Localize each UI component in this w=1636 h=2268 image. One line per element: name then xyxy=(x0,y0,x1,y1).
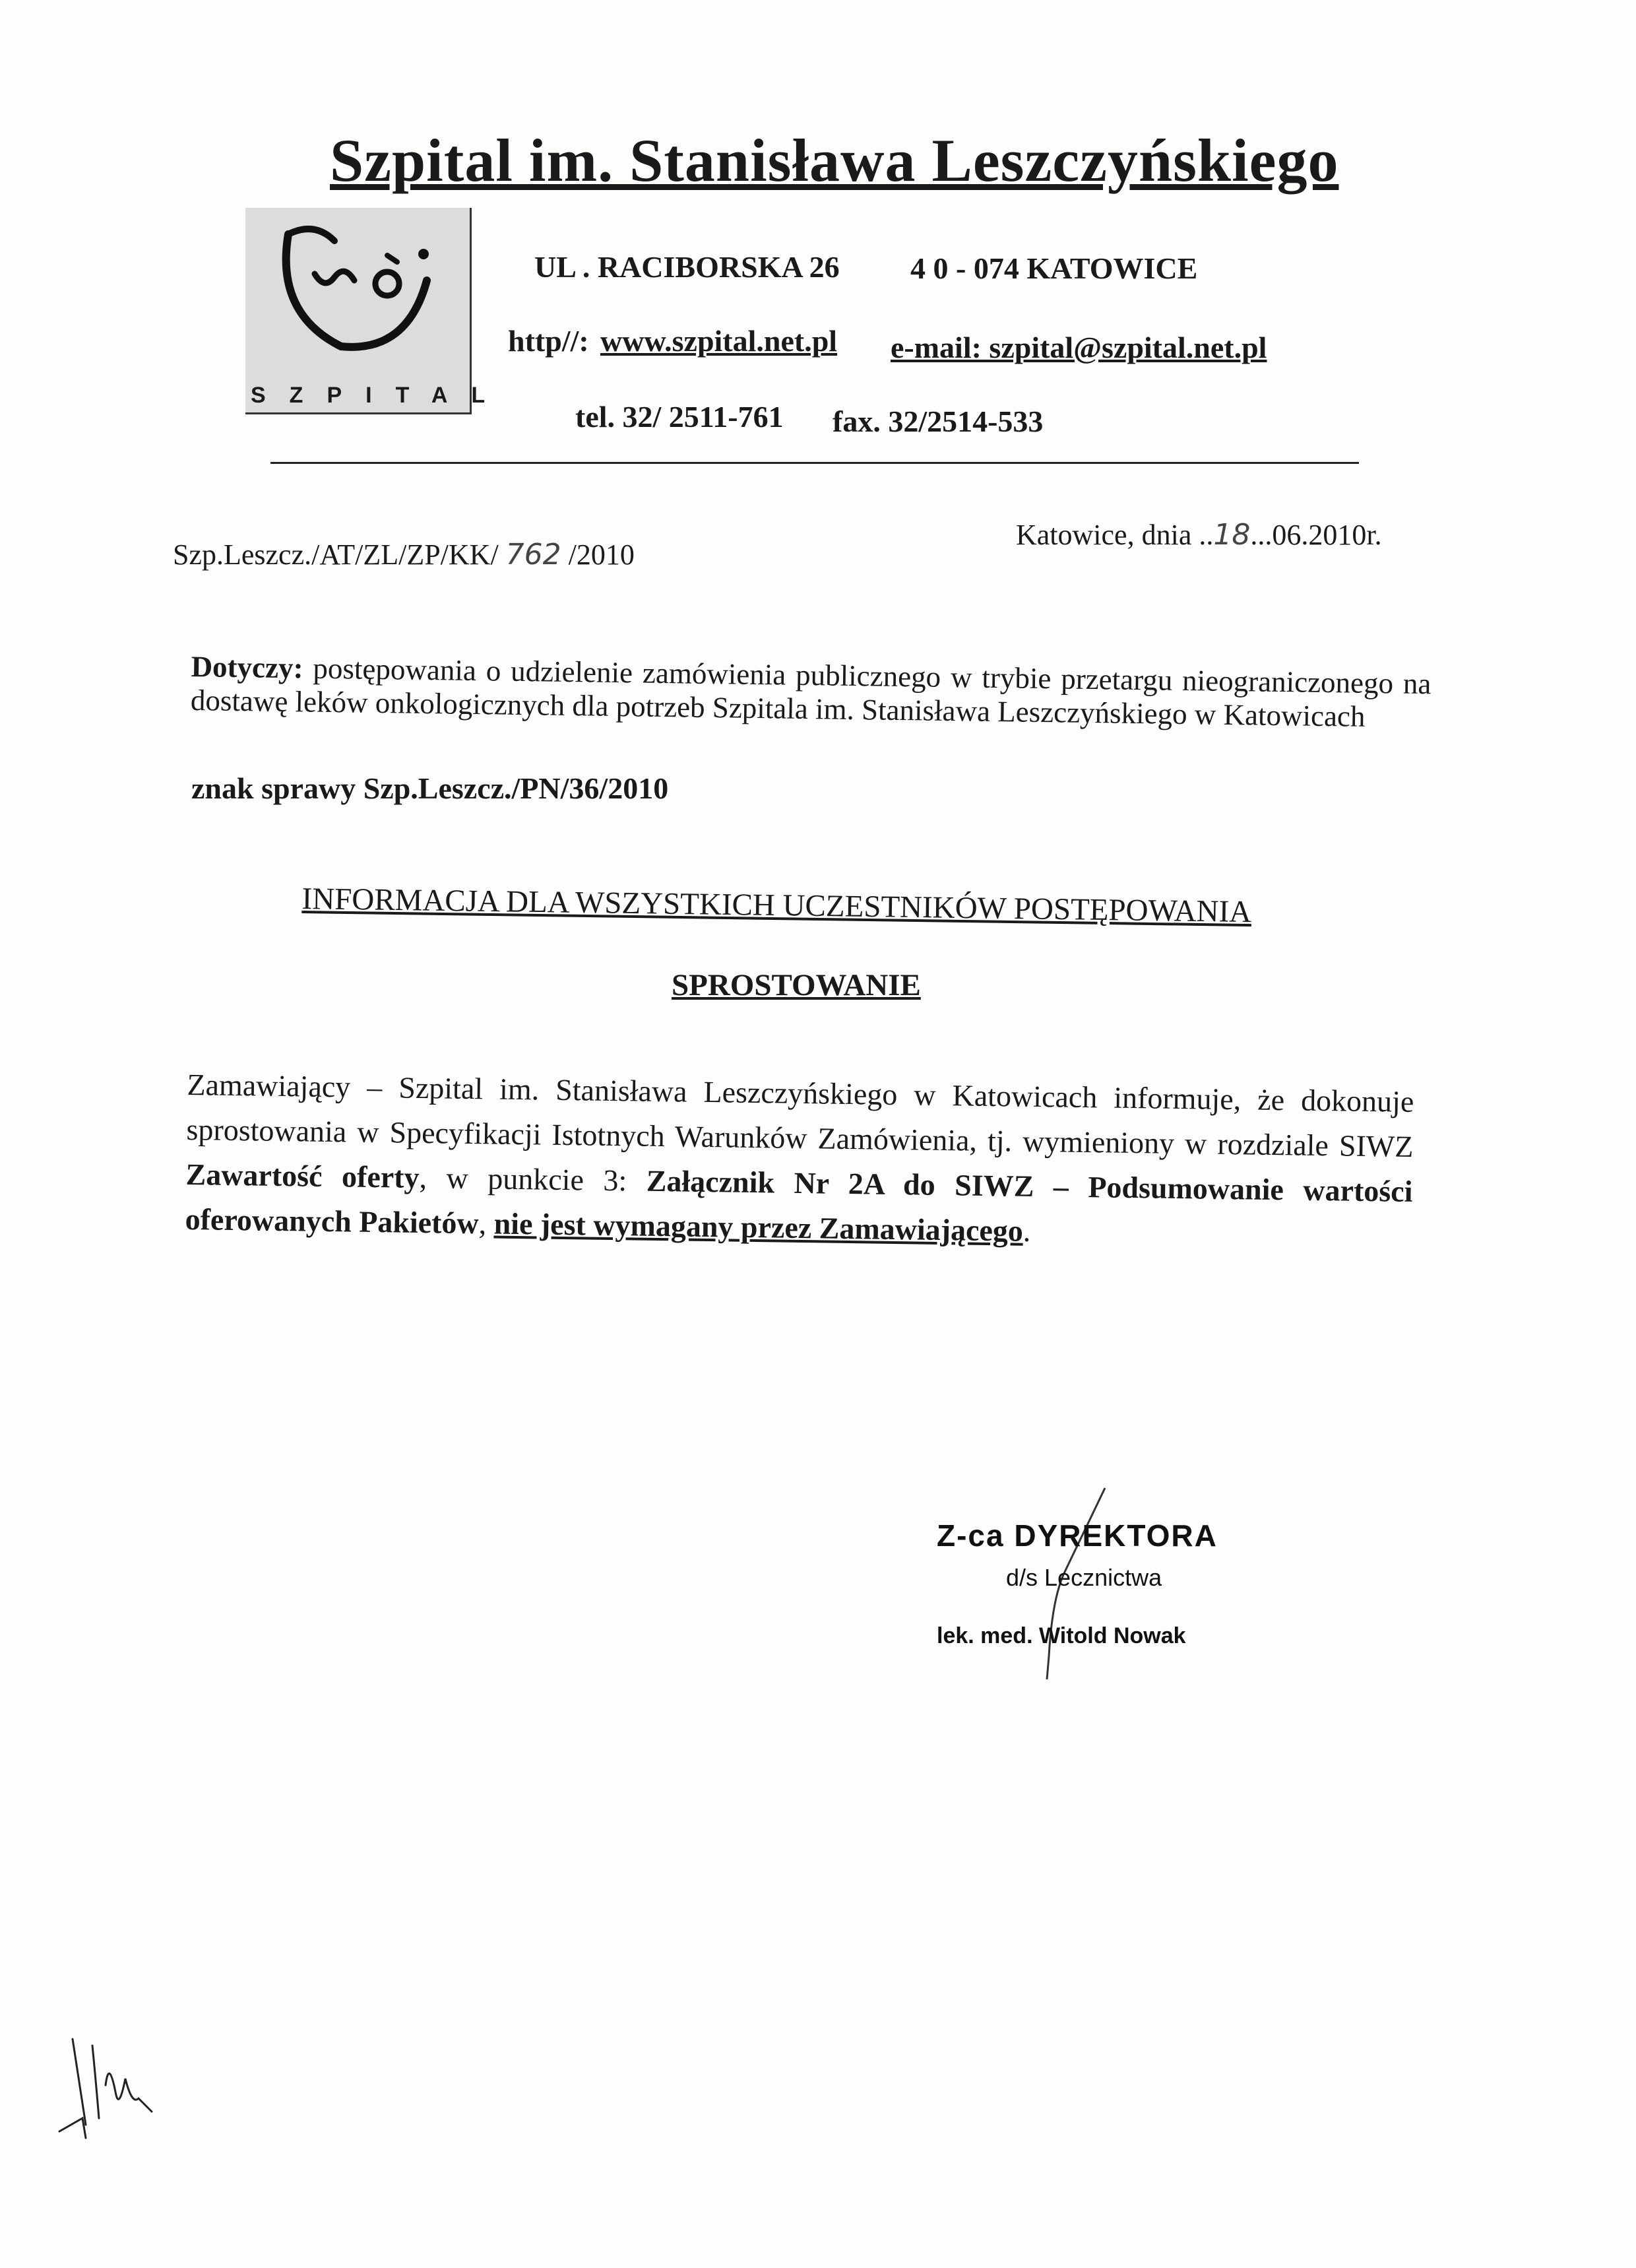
logo-text: SZPITAL xyxy=(251,383,509,408)
hospital-name: Szpital im. Stanisława Leszczyńskiego xyxy=(330,127,1339,194)
date-suffix: ...06.2010r. xyxy=(1250,519,1382,551)
fax-number: fax. 32/2514-533 xyxy=(833,405,1044,438)
stamp-title: Z-ca DYREKTORA xyxy=(937,1518,1218,1553)
phone-number: tel. 32/ 2511-761 xyxy=(575,400,784,434)
case-reference: znak sprawy Szp.Leszcz./PN/36/2010 xyxy=(191,771,669,805)
subject-text: postępowania o udzielenie zamówienia publicznego w trybie przetargu nieograniczonego na dostawę leków onkologicznych dla potrzeb Szpitala im. Stanisława Leszczyńskiego w Katowicach xyxy=(190,651,1432,733)
address-street: UL . RACIBORSKA 26 xyxy=(534,250,840,284)
stamp-signatory: lek. med. Witold Nowak xyxy=(937,1623,1186,1648)
handwritten-initials-icon xyxy=(46,2019,178,2151)
body-paragraph xyxy=(185,1062,1414,1259)
address-city: 4 0 - 074 KATOWICE xyxy=(910,251,1198,285)
reference-handwritten-number: 762 xyxy=(505,538,561,571)
date-prefix: Katowice, dnia .. xyxy=(1016,519,1214,551)
reference-prefix: Szp.Leszcz./AT/ZL/ZP/KK/ xyxy=(173,538,499,571)
smile-logo-icon xyxy=(262,214,453,366)
body-part-2: , w punkcie 3: xyxy=(419,1160,627,1198)
web-label: http//: xyxy=(508,324,589,358)
info-heading: INFORMACJA DLA WSZYSTKICH UCZESTNIKÓW POSTĘPOWANIA xyxy=(301,881,1252,930)
email-link[interactable]: e-mail: szpital@szpital.net.pl xyxy=(891,331,1267,364)
reference-suffix: /2010 xyxy=(568,538,635,571)
document-date xyxy=(1016,518,1382,552)
stamp-department: d/s Lecznictwa xyxy=(1006,1564,1162,1591)
website-link[interactable]: www.szpital.net.pl xyxy=(600,324,838,358)
body-part-3: , xyxy=(478,1206,487,1241)
body-part-4: . xyxy=(1022,1214,1031,1248)
body-bold-1: Zawartość oferty xyxy=(185,1157,420,1194)
body-part-1: Zamawiający – Szpital im. Stanisława Leszczyńskiego w Katowicach informuje, że dokonuje sprostowania w Specyfikacji Istotnych Warunków Zamówienia, tj. wymieniony w rozdziale SIWZ xyxy=(186,1067,1414,1163)
body-bold-2: Załącznik Nr 2A do SIWZ – Podsumowanie wartości oferowanych Pakietów xyxy=(185,1163,1413,1241)
date-handwritten-day: 18 xyxy=(1213,518,1251,552)
header-divider xyxy=(270,462,1359,464)
hospital-logo xyxy=(245,208,509,414)
document-reference xyxy=(173,538,635,571)
correction-heading: SPROSTOWANIE xyxy=(672,968,921,1002)
subject-paragraph xyxy=(191,650,1432,734)
subject-label: Dotyczy: xyxy=(191,650,303,685)
body-underline: nie jest wymagany przez Zamawiającego xyxy=(493,1206,1024,1248)
